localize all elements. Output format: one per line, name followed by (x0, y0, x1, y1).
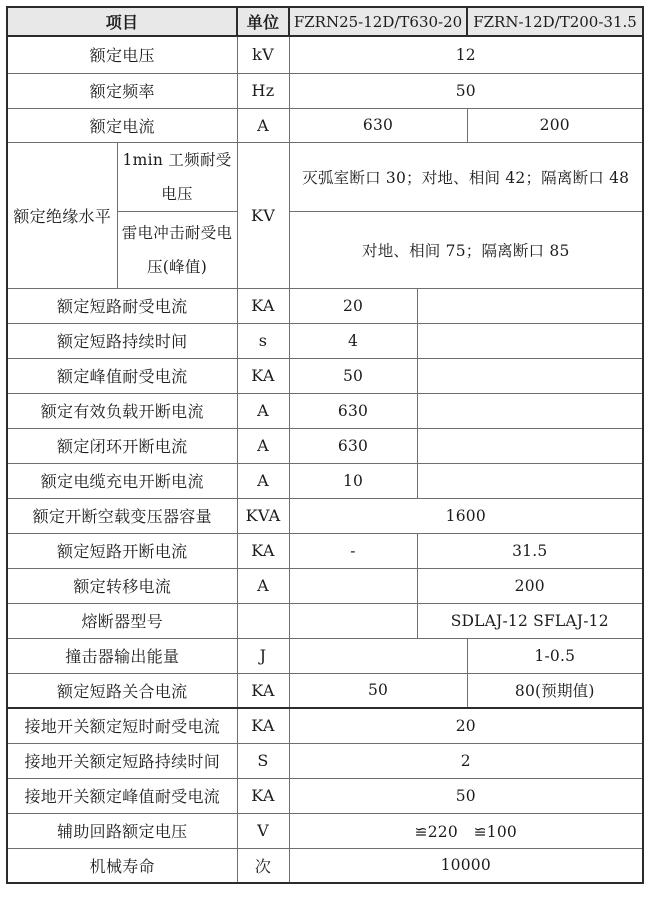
unit-cell: KA (237, 288, 289, 323)
row-label: 额定有效负载开断电流 (7, 393, 237, 428)
value-cell: 50 (289, 358, 417, 393)
unit-cell: KVA (237, 498, 289, 533)
row-label: 额定短路开断电流 (7, 533, 237, 568)
unit-cell: KA (237, 778, 289, 813)
unit-cell: A (237, 428, 289, 463)
unit-cell: KV (237, 142, 289, 288)
column-header-model-2: FZRN-12D/T200-31.5 (467, 7, 643, 36)
value-cell: - (289, 533, 417, 568)
value-cell: 50 (289, 778, 643, 813)
value-cell-empty (417, 463, 643, 498)
value-cell: 31.5 (417, 533, 643, 568)
row-label: 额定电流 (7, 108, 237, 142)
value-cell-empty (417, 428, 643, 463)
row-label: 熔断器型号 (7, 603, 237, 638)
unit-cell: KA (237, 533, 289, 568)
unit-cell: S (237, 743, 289, 778)
unit-cell: KA (237, 358, 289, 393)
value-cell: SDLAJ-12 SFLAJ-12 (417, 603, 643, 638)
unit-cell: V (237, 813, 289, 848)
value-cell: 50 (289, 673, 467, 708)
value-cell: 10 (289, 463, 417, 498)
value-cell: 灭弧室断口 30；对地、相间 42；隔离断口 48 (289, 142, 643, 211)
row-label: 额定闭环开断电流 (7, 428, 237, 463)
value-cell: ≌220 ≌100 (289, 813, 643, 848)
value-cell: 10000 (289, 848, 643, 883)
value-cell-empty (289, 568, 417, 603)
value-cell: 4 (289, 323, 417, 358)
unit-cell: A (237, 108, 289, 142)
row-label: 接地开关额定短时耐受电流 (7, 708, 237, 743)
row-label: 额定电缆充电开断电流 (7, 463, 237, 498)
value-cell: 630 (289, 108, 467, 142)
unit-cell: KA (237, 708, 289, 743)
value-cell: 2 (289, 743, 643, 778)
spec-table (6, 6, 644, 884)
unit-cell: Hz (237, 73, 289, 108)
value-cell-empty (417, 288, 643, 323)
group-label-insulation-level: 额定绝缘水平 (7, 142, 117, 288)
unit-cell: J (237, 638, 289, 673)
row-label: 接地开关额定短路持续时间 (7, 743, 237, 778)
row-label: 额定短路耐受电流 (7, 288, 237, 323)
column-header-model-1: FZRN25-12D/T630-20 (289, 7, 467, 36)
sub-row-label: 雷电冲击耐受电压(峰值) (117, 211, 237, 288)
row-label: 额定频率 (7, 73, 237, 108)
sub-row-label: 1min 工频耐受电压 (117, 142, 237, 211)
row-label: 额定短路关合电流 (7, 673, 237, 708)
unit-cell: A (237, 463, 289, 498)
unit-cell: KA (237, 673, 289, 708)
value-cell-empty (417, 323, 643, 358)
value-cell: 200 (467, 108, 643, 142)
unit-cell: 次 (237, 848, 289, 883)
unit-cell: A (237, 393, 289, 428)
value-cell-empty (417, 393, 643, 428)
unit-cell-empty (237, 603, 289, 638)
unit-cell: s (237, 323, 289, 358)
value-cell-empty (417, 358, 643, 393)
value-cell: 12 (289, 36, 643, 73)
value-cell: 200 (417, 568, 643, 603)
value-cell: 20 (289, 288, 417, 323)
spec-table-body (7, 7, 643, 883)
unit-cell: A (237, 568, 289, 603)
value-cell: 80(预期值) (467, 673, 643, 708)
value-cell: 1-0.5 (467, 638, 643, 673)
row-label: 接地开关额定峰值耐受电流 (7, 778, 237, 813)
value-cell: 630 (289, 428, 417, 463)
column-header-item: 项目 (7, 7, 237, 36)
value-cell-empty (289, 603, 417, 638)
value-cell: 630 (289, 393, 417, 428)
unit-cell: kV (237, 36, 289, 73)
row-label: 机械寿命 (7, 848, 237, 883)
value-cell: 1600 (289, 498, 643, 533)
row-label: 额定开断空载变压器容量 (7, 498, 237, 533)
row-label: 辅助回路额定电压 (7, 813, 237, 848)
row-label: 额定电压 (7, 36, 237, 73)
column-header-unit: 单位 (237, 7, 289, 36)
value-cell: 20 (289, 708, 643, 743)
value-cell: 对地、相间 75；隔离断口 85 (289, 211, 643, 288)
row-label: 撞击器输出能量 (7, 638, 237, 673)
row-label: 额定短路持续时间 (7, 323, 237, 358)
row-label: 额定峰值耐受电流 (7, 358, 237, 393)
value-cell: 50 (289, 73, 643, 108)
row-label: 额定转移电流 (7, 568, 237, 603)
value-cell-empty (289, 638, 467, 673)
